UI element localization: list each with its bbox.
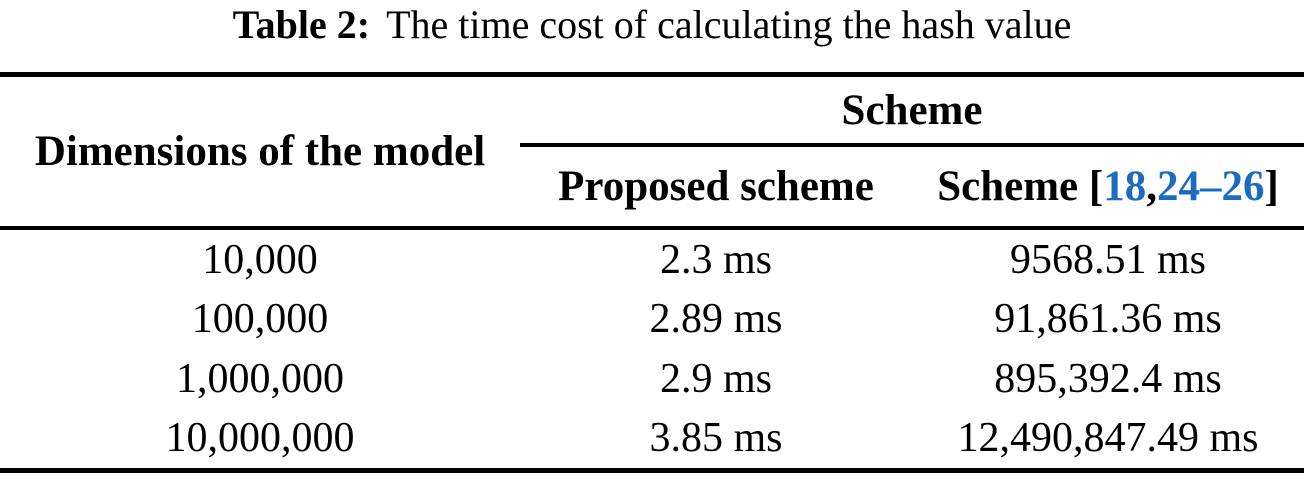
table-row <box>0 409 1304 469</box>
header-reference-scheme <box>912 147 1304 226</box>
header-scheme-group: Scheme <box>841 86 983 134</box>
table-caption <box>0 0 1304 72</box>
cell-reference-time: 12,490,847.49 ms <box>957 415 1259 462</box>
table-caption-text: The time cost of calculating the hash value <box>386 2 1072 47</box>
cell-reference-time: 9568.51 ms <box>1009 236 1206 283</box>
cell-dimensions: 100,000 <box>191 296 329 343</box>
scheme-header-group <box>520 77 1304 226</box>
table-header <box>0 77 1304 226</box>
header-reference-suffix: ] <box>1264 163 1279 210</box>
header-dimensions: Dimensions of the model <box>34 128 486 175</box>
cell-dimensions: 1,000,000 <box>176 355 344 402</box>
header-proposed-scheme: Proposed scheme <box>558 163 874 210</box>
cell-dimensions: 10,000,000 <box>165 415 355 462</box>
header-reference-prefix: Scheme [ <box>937 163 1104 210</box>
cell-dimensions: 10,000 <box>202 236 318 283</box>
cell-proposed-time: 2.89 ms <box>649 296 783 343</box>
table-bottom-rule <box>0 468 1304 473</box>
table-body <box>0 230 1304 468</box>
cell-reference-time: 895,392.4 ms <box>994 355 1222 402</box>
cell-proposed-time: 3.85 ms <box>649 415 783 462</box>
table-row <box>0 290 1304 350</box>
cell-reference-time: 91,861.36 ms <box>994 296 1222 343</box>
citation-link-24-26[interactable]: 24–26 <box>1156 163 1265 210</box>
cell-proposed-time: 2.3 ms <box>659 236 772 283</box>
table-caption-label: Table 2: <box>232 2 371 47</box>
citation-link-18[interactable]: 18 <box>1103 163 1147 210</box>
table-row <box>0 230 1304 290</box>
citation-separator: , <box>1146 163 1157 210</box>
scheme-subheaders <box>520 147 1304 226</box>
cell-proposed-time: 2.9 ms <box>659 355 772 402</box>
table-row <box>0 349 1304 409</box>
